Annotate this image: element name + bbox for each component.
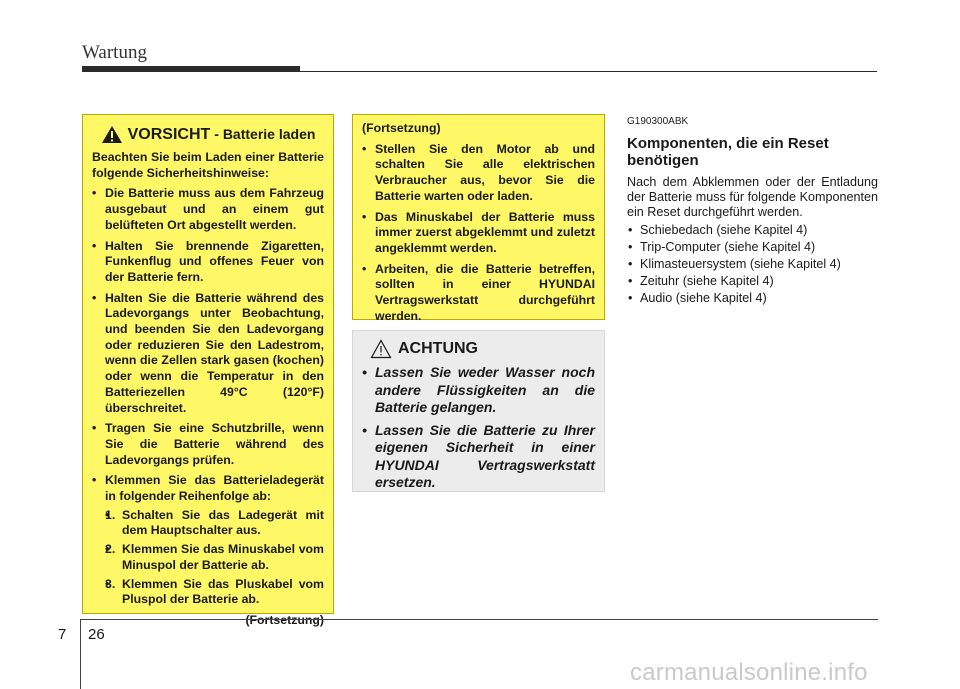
list-item: • Schiebedach (siehe Kapitel 4) <box>627 223 878 238</box>
list-item <box>92 473 324 608</box>
list-item: • Lassen Sie die Batterie zu Ihrer eigenen Sicherheit in einer HYUNDAI Vertragswerkstatt ersetzen. <box>362 422 595 492</box>
components-list <box>627 223 878 307</box>
list-item: • Arbeiten, die die Batterie betreffen, sollten in einer HYUNDAI Vertragswerkstatt durchgeführt werden. <box>362 262 595 325</box>
caution-box-continued <box>352 114 605 323</box>
caution-box-battery-charging <box>82 114 334 614</box>
list-item: • Trip-Computer (siehe Kapitel 4) <box>627 240 878 255</box>
step-item <box>105 542 324 573</box>
warning-filled-icon <box>101 125 123 144</box>
list-item: • Halten Sie die Batterie während des Ladevorgangs unter Beobachtung, und beenden Sie den Ladevorgang oder reduzieren Sie den Ladestrom, wenn die Zellen stark gasen (kochen) oder wenn die Temperatur in den Batteriezellen 49°C (120°F) überschreitet. <box>92 291 324 417</box>
caution-intro: Beachten Sie beim Laden einer Batterie folgende Sicherheitshinweise: <box>92 150 324 180</box>
watermark: carmanualsonline.info <box>630 659 868 686</box>
chapter-number: 7 <box>58 626 67 643</box>
continued-title: (Fortsetzung) <box>362 121 441 135</box>
step-list <box>105 508 324 608</box>
continued-note <box>92 613 324 629</box>
step-number: • 2. <box>105 542 116 557</box>
step-number: • 3. <box>105 576 116 591</box>
section-title: Komponenten, die ein Reset benötigen <box>627 135 829 169</box>
list-item: • Stellen Sie den Motor ab und schalten Sie alle elektrischen Verbraucher aus, bevor Sie die Batterie warten oder laden. <box>362 142 595 205</box>
step-item <box>105 577 324 608</box>
footer-rule <box>80 619 878 620</box>
list-item: • Das Minuskabel der Batterie muss immer zuerst abgeklemmt und zuletzt angeklemmt werden. <box>362 210 595 257</box>
list-item: • Audio (siehe Kapitel 4) <box>627 291 878 306</box>
continued-bullet-list <box>362 142 595 325</box>
section-code: G190300ABK <box>627 116 689 127</box>
caution-subtitle: - Batterie laden <box>214 125 316 142</box>
caution-bullet-list <box>92 186 324 608</box>
notice-title: ACHTUNG <box>398 340 478 357</box>
caution-title: VORSICHT <box>127 125 211 143</box>
warning-outline-icon <box>370 339 392 359</box>
list-item: • Halten Sie brennende Zigaretten, Funkenflug und offenes Feuer von der Batterie fern. <box>92 239 324 286</box>
list-item-text: Klemmen Sie das Batterieladegerät in folgender Reihenfolge ab: <box>105 473 324 504</box>
footer-tick <box>80 619 81 689</box>
step-text: Klemmen Sie das Pluskabel vom Pluspol der Batterie ab. <box>122 576 324 607</box>
list-item: • Die Batterie muss aus dem Fahrzeug ausgebaut und an einem gut belüfteten Ort abgestellt werden. <box>92 186 324 233</box>
header-rule-thick <box>82 66 300 72</box>
step-number: • 1. <box>105 507 116 522</box>
caution-heading <box>92 125 324 144</box>
section-body: Nach dem Abklemmen oder der Entladung der Batterie muss für folgende Komponenten ein Reset durchgeführt werden. <box>627 175 878 220</box>
components-section <box>627 114 878 307</box>
list-item: • Zeituhr (siehe Kapitel 4) <box>627 274 878 289</box>
notice-heading <box>370 339 595 359</box>
list-item: • Tragen Sie eine Schutzbrille, wenn Sie die Batterie während des Ladevorgangs prüfen. <box>92 421 324 468</box>
list-item: • Lassen Sie weder Wasser noch andere Flüssigkeiten an die Batterie gelangen. <box>362 364 595 417</box>
page-header-title: Wartung <box>82 42 147 63</box>
list-item: • Klimasteuersystem (siehe Kapitel 4) <box>627 257 878 272</box>
notice-bullet-list <box>362 364 595 492</box>
page-number: 26 <box>88 626 105 643</box>
step-text: Schalten Sie das Ladegerät mit dem Hauptschalter aus. <box>122 507 324 538</box>
step-item <box>105 508 324 539</box>
step-text: Klemmen Sie das Minuskabel vom Minuspol der Batterie ab. <box>122 542 324 572</box>
notice-box <box>352 330 605 492</box>
header-rule-thin <box>300 71 877 72</box>
